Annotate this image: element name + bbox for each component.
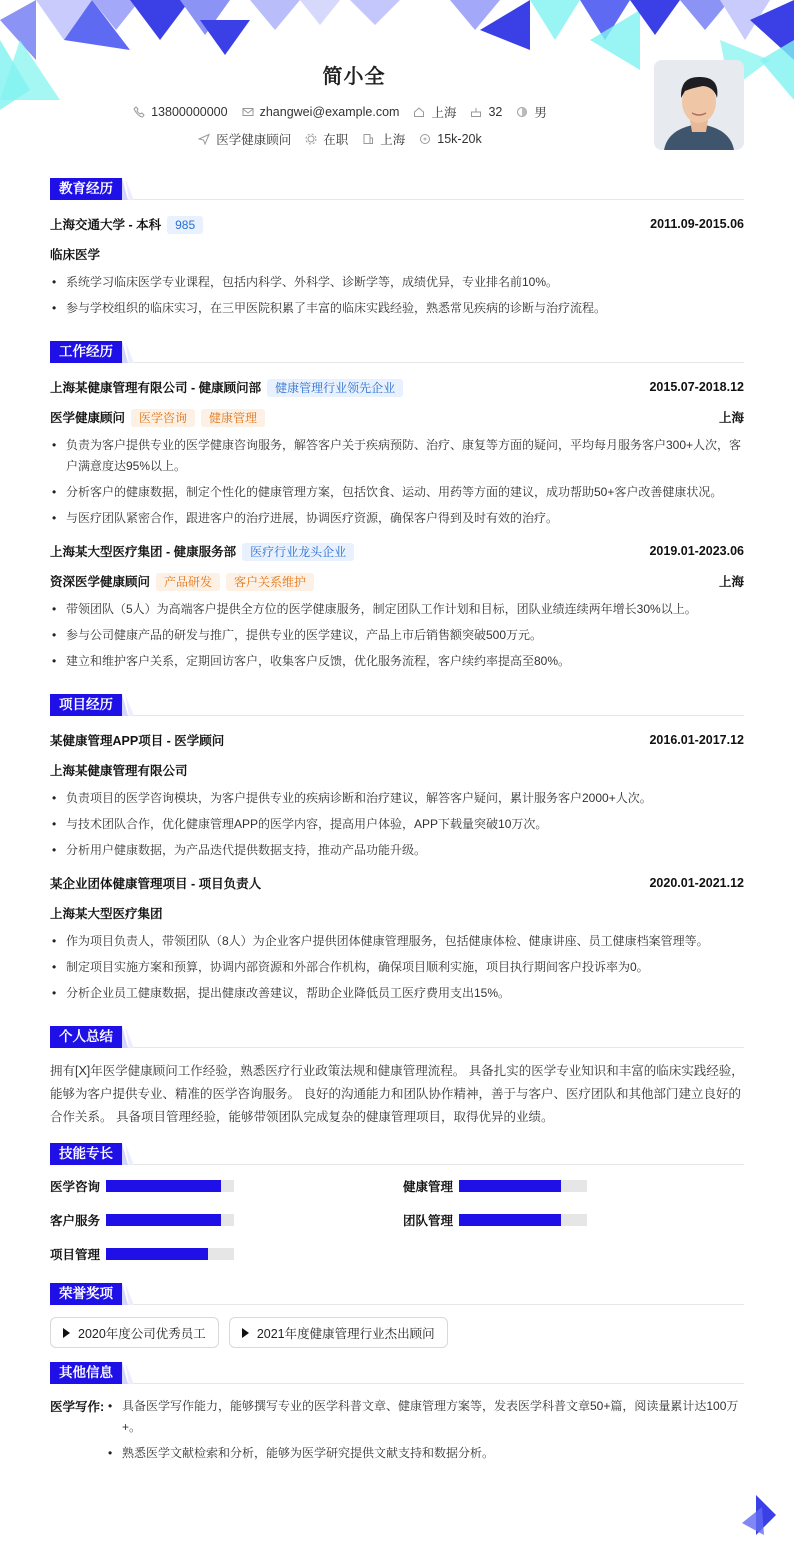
section-title-tail [122, 1026, 134, 1048]
skill-item [403, 1211, 744, 1229]
work-role: 医学健康顾问 [50, 410, 126, 425]
skill-bar-fill [106, 1180, 221, 1192]
project-org: 上海某大型医疗集团 [50, 907, 163, 921]
list-item: • 制定项目实施方案和预算，协调内部资源和外部合作机构，确保项目顺利实施，项目执行期间客户投诉率为0。 [50, 957, 744, 978]
play-icon [63, 1328, 70, 1338]
education-section-title: 教育经历 [50, 178, 122, 200]
work-role-line [50, 408, 265, 427]
building-icon [362, 133, 374, 145]
role-tag: 产品研发 [156, 573, 220, 591]
salary-text: 15k-20k [437, 132, 482, 146]
work-role: 资深医学健康顾问 [50, 574, 151, 589]
education-school-line [50, 215, 203, 234]
work-city: 上海 [718, 575, 744, 589]
skill-bar [459, 1180, 587, 1192]
position-text: 医学健康顾问 [216, 133, 292, 147]
skill-bar-fill [459, 1214, 561, 1226]
work-date: 2015.07-2018.12 [649, 380, 744, 394]
project-entry [50, 871, 744, 1004]
skill-bar [106, 1214, 234, 1226]
list-item: • 参与学校组织的临床实习，在三甲医院积累了丰富的临床实践经验，熟悉常见疾病的诊断与治疗流程。 [50, 298, 744, 319]
list-item: • 分析用户健康数据，为产品迭代提供数据支持，推动产品功能升级。 [50, 840, 744, 861]
skills-section-header [50, 1143, 744, 1165]
play-icon [242, 1328, 249, 1338]
list-item: • 熟悉医学文献检索和分析，能够为医学研究提供文献支持和数据分析。 [106, 1443, 744, 1464]
other-section-header [50, 1362, 744, 1384]
award-item [229, 1317, 448, 1348]
work-company-line [50, 378, 403, 397]
project-date: 2016.01-2017.12 [649, 733, 744, 747]
skill-bar-fill [459, 1180, 561, 1192]
skills-section-title: 技能专长 [50, 1143, 122, 1165]
other-content [50, 1396, 744, 1469]
section-title-tail [122, 341, 134, 363]
skill-name: 健康管理 [403, 1180, 454, 1194]
work-role-row [50, 569, 744, 593]
awards-section-header [50, 1283, 744, 1305]
city-item [413, 103, 456, 121]
education-head-row [50, 212, 744, 236]
education-major: 临床医学 [50, 248, 101, 262]
section-title-tail [122, 1362, 134, 1384]
list-item: • 参与公司健康产品的研发与推广，提供专业的医学建议，产品上市后销售额突破500万元。 [50, 625, 744, 646]
section-title-tail [122, 694, 134, 716]
skill-name: 客户服务 [50, 1214, 101, 1228]
company-tag: 健康管理行业领先企业 [267, 379, 403, 397]
award-item [50, 1317, 219, 1348]
project-bullets [50, 931, 744, 1004]
work-company-row [50, 539, 744, 563]
project-bullets [50, 788, 744, 861]
work-date: 2019.01-2023.06 [649, 544, 744, 558]
phone-item [133, 103, 227, 121]
list-item: • 与技术团队合作，优化健康管理APP的医学内容，提高用户体验，APP下载量突破10万次。 [50, 814, 744, 835]
resume-header [0, 0, 794, 160]
skill-item [50, 1211, 403, 1229]
gender-text: 男 [534, 106, 547, 120]
list-item: • 建立和维护客户关系，定期回访客户，收集客户反馈，优化服务流程，客户续约率提高至80%。 [50, 651, 744, 672]
work-bullets [50, 435, 744, 529]
list-item: • 系统学习临床医学专业课程，包括内科学、外科学、诊断学等，成绩优异，专业排名前10%。 [50, 272, 744, 293]
skill-bar [106, 1248, 234, 1260]
status-item [305, 130, 348, 148]
other-section-title: 其他信息 [50, 1362, 122, 1384]
skill-bar-fill [106, 1214, 221, 1226]
work-role-line [50, 572, 314, 591]
age-item [470, 103, 502, 121]
work-entry [50, 539, 744, 672]
skill-item [403, 1177, 744, 1195]
skill-name: 医学咨询 [50, 1180, 101, 1194]
skills-section [50, 1143, 744, 1263]
gender-icon [516, 106, 528, 118]
work-company: 上海某健康管理有限公司 - 健康顾问部 [50, 380, 262, 395]
other-bullets [106, 1396, 744, 1469]
list-item: • 负责项目的医学咨询模块，为客户提供专业的疾病诊断和治疗建议，解答客户疑问，累计服务客户2000+人次。 [50, 788, 744, 809]
profile-photo [654, 60, 744, 150]
summary-section-header [50, 1026, 744, 1048]
skill-item [50, 1177, 403, 1195]
project-entry [50, 728, 744, 861]
education-section [50, 178, 744, 319]
work-section-header [50, 341, 744, 363]
section-title-tail [122, 178, 134, 200]
summary-section-title: 个人总结 [50, 1026, 122, 1048]
gear-icon [305, 133, 317, 145]
list-item: • 作为项目负责人，带领团队（8人）为企业客户提供团体健康管理服务，包括健康体检、健康讲座、员工健康档案管理等。 [50, 931, 744, 952]
candidate-name: 简小全 [322, 66, 386, 88]
work-entry [50, 375, 744, 529]
company-tag: 医疗行业龙头企业 [242, 543, 354, 561]
project-name: 某健康管理APP项目 - 医学顾问 [50, 734, 225, 748]
age-text: 32 [488, 105, 503, 119]
section-title-tail [122, 1143, 134, 1165]
summary-text: 拥有[X]年医学健康顾问工作经验，熟悉医疗行业政策法规和健康管理流程。 具备扎实的医学专业知识和丰富的临床实践经验，能够为客户提供专业、精准的医学咨询服务。 良好的沟通能力和团队协作精神，善于与客户、医疗团队和其他部门建立良好的合作关系。 具备项目管理经验，能够带领团队完成复杂的健康管理项目，取得优异的业绩。 [50, 1064, 744, 1124]
send-icon [198, 133, 210, 145]
role-tag: 客户关系维护 [226, 573, 314, 591]
skill-name: 团队管理 [403, 1214, 454, 1228]
other-key: 医学写作: [50, 1400, 105, 1414]
phone-icon [133, 106, 145, 118]
awards-section-title: 荣誉奖项 [50, 1283, 122, 1305]
status-text: 在职 [323, 133, 349, 147]
salary-item [419, 130, 481, 148]
education-tag: 985 [167, 216, 203, 234]
section-title-tail [122, 1283, 134, 1305]
list-item: • 负责为客户提供专业的医学健康咨询服务，解答客户关于疾病预防、治疗、康复等方面的疑问，平均每月服务客户300+人次，客户满意度达95%以上。 [50, 435, 744, 477]
intent-city-text: 上海 [380, 133, 406, 147]
summary-section [50, 1026, 744, 1129]
work-bullets [50, 599, 744, 672]
project-name: 某企业团体健康管理项目 - 项目负责人 [50, 877, 262, 891]
projects-section [50, 694, 744, 1004]
other-section [50, 1362, 744, 1469]
list-item: • 带领团队（5人）为高端客户提供全方位的医学健康服务，制定团队工作计划和目标，团队业绩连续两年增长30%以上。 [50, 599, 744, 620]
education-school: 上海交通大学 - 本科 [50, 217, 162, 232]
position-item [198, 130, 291, 148]
contact-row [0, 103, 680, 121]
work-role-row [50, 405, 744, 429]
role-tag: 健康管理 [201, 409, 265, 427]
project-head-row [50, 728, 744, 752]
skill-bar [459, 1214, 587, 1226]
phone-text: 13800000000 [151, 105, 228, 119]
education-bullets [50, 272, 744, 319]
list-item: • 分析企业员工健康数据，提出健康改善建议，帮助企业降低员工医疗费用支出15%。 [50, 983, 744, 1004]
education-section-header [50, 178, 744, 200]
project-date: 2020.01-2021.12 [649, 876, 744, 890]
cake-icon [470, 106, 482, 118]
email-text: zhangwei@example.com [259, 105, 400, 119]
skill-bar [106, 1180, 234, 1192]
award-text: 2021年度健康管理行业杰出顾问 [256, 1326, 435, 1341]
list-item: • 具备医学写作能力，能够撰写专业的医学科普文章、健康管理方案等，发表医学科普文章50+篇，阅读量累计达100万+。 [106, 1396, 744, 1438]
skill-bar-fill [106, 1248, 208, 1260]
awards-section [50, 1283, 744, 1348]
skills-grid [50, 1177, 744, 1263]
email-icon [242, 106, 254, 118]
coin-icon [419, 133, 431, 145]
work-section [50, 341, 744, 672]
city-text: 上海 [431, 106, 457, 120]
corner-decoration [742, 1495, 776, 1535]
intent-city-item [362, 130, 405, 148]
role-tag: 医学咨询 [131, 409, 195, 427]
work-company: 上海某大型医疗集团 - 健康服务部 [50, 544, 237, 559]
work-company-row [50, 375, 744, 399]
projects-section-header [50, 694, 744, 716]
project-head-row [50, 871, 744, 895]
project-org: 上海某健康管理有限公司 [50, 764, 188, 778]
list-item: • 与医疗团队紧密合作，跟进客户的治疗进展，协调医疗资源，确保客户得到及时有效的治疗。 [50, 508, 744, 529]
gender-item [516, 103, 547, 121]
awards-list [50, 1317, 744, 1348]
intent-row [0, 130, 680, 148]
work-city: 上海 [718, 411, 744, 425]
work-section-title: 工作经历 [50, 341, 122, 363]
skill-item [50, 1245, 403, 1263]
work-company-line [50, 542, 354, 561]
home-icon [413, 106, 425, 118]
list-item: • 分析客户的健康数据，制定个性化的健康管理方案，包括饮食、运动、用药等方面的建议，成功帮助50+客户改善健康状况。 [50, 482, 744, 503]
email-item [242, 103, 400, 121]
award-text: 2020年度公司优秀员工 [78, 1326, 206, 1341]
projects-section-title: 项目经历 [50, 694, 122, 716]
education-date: 2011.09-2015.06 [650, 217, 744, 231]
skill-name: 项目管理 [50, 1248, 101, 1262]
